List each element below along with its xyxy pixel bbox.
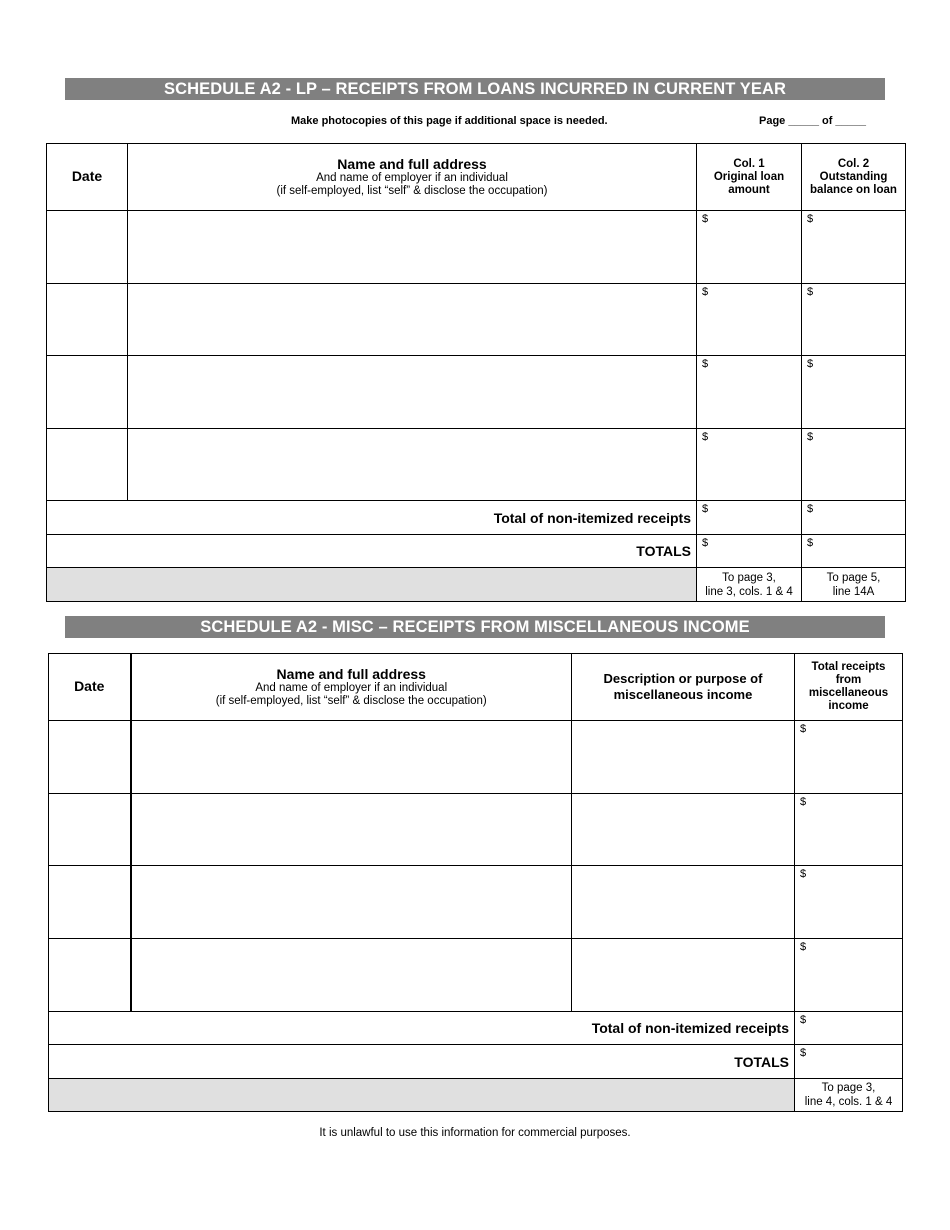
dollar-sign: $: [807, 286, 814, 298]
misc-description-cell[interactable]: [572, 721, 795, 794]
dollar-sign: $: [807, 431, 814, 443]
lp-col1-header-l2: Original loan: [713, 170, 785, 183]
lp-nonitemized-col2-cell[interactable]: [802, 501, 906, 535]
lp-totals-col1-cell[interactable]: [697, 535, 802, 568]
misc-entry-row: [49, 721, 903, 794]
misc-total-header-l2: from: [835, 674, 862, 686]
lp-date-cell[interactable]: [47, 284, 128, 356]
misc-date-header: Date: [49, 654, 131, 721]
misc-totals-label: TOTALS: [49, 1045, 795, 1079]
dollar-sign: $: [807, 213, 814, 225]
misc-name-header-sub1: And name of employer if an individual: [255, 682, 448, 694]
lp-original-amount-cell[interactable]: [697, 211, 802, 284]
lp-totals-label: TOTALS: [47, 535, 697, 568]
lp-outstanding-balance-cell[interactable]: [802, 429, 906, 501]
lp-nonitemized-label: Total of non-itemized receipts: [47, 501, 697, 535]
misc-name-cell[interactable]: [131, 794, 572, 866]
misc-destination-row: [49, 1079, 903, 1112]
misc-totals-cell[interactable]: [795, 1045, 903, 1079]
lp-shaded-cell: [47, 568, 697, 602]
lp-name-cell[interactable]: [128, 284, 697, 356]
lp-original-amount-cell[interactable]: [697, 429, 802, 501]
dollar-sign: $: [800, 723, 807, 735]
misc-total-header-l1: Total receipts: [811, 661, 886, 673]
dollar-sign: $: [800, 941, 807, 953]
lp-date-cell[interactable]: [47, 429, 128, 501]
misc-description-cell[interactable]: [572, 794, 795, 866]
misc-description-cell[interactable]: [572, 866, 795, 939]
lp-original-amount-cell[interactable]: [697, 284, 802, 356]
lp-name-header-sub1: And name of employer if an individual: [316, 172, 508, 184]
lp-destination-row: [47, 568, 906, 602]
misc-date-cell[interactable]: [49, 721, 131, 794]
misc-amount-cell[interactable]: [795, 939, 903, 1012]
misc-shaded-cell: [49, 1079, 795, 1112]
lp-date-cell[interactable]: [47, 211, 128, 284]
lp-name-cell[interactable]: [128, 356, 697, 429]
lp-col2-destination-l1: To page 5,: [826, 571, 881, 584]
lp-outstanding-balance-cell[interactable]: [802, 284, 906, 356]
misc-entry-row: [49, 866, 903, 939]
lp-nonitemized-row: [47, 501, 906, 535]
misc-description-header-l1: Description or purpose of: [603, 671, 763, 686]
misc-destination: [795, 1079, 903, 1112]
misc-date-cell[interactable]: [49, 866, 131, 939]
lp-col1-destination-l2: line 3, cols. 1 & 4: [705, 585, 793, 598]
dollar-sign: $: [800, 1014, 807, 1026]
misc-total-header-l4: income: [828, 700, 869, 712]
misc-description-header-l2: miscellaneous income: [613, 687, 753, 702]
lp-nonitemized-col1-cell[interactable]: [697, 501, 802, 535]
misc-destination-l2: line 4, cols. 1 & 4: [804, 1096, 893, 1108]
misc-description-cell[interactable]: [572, 939, 795, 1012]
misc-date-cell[interactable]: [49, 939, 131, 1012]
misc-amount-cell[interactable]: [795, 866, 903, 939]
misc-name-cell[interactable]: [131, 939, 572, 1012]
lp-col2-header: [802, 144, 906, 211]
lp-name-header-title: Name and full address: [337, 156, 487, 172]
lp-outstanding-balance-cell[interactable]: [802, 211, 906, 284]
misc-header-row: [49, 654, 903, 721]
lp-original-amount-cell[interactable]: [697, 356, 802, 429]
lp-name-header-sub2: (if self-employed, list “self” & disclose the occupation): [276, 185, 548, 197]
dollar-sign: $: [807, 358, 814, 370]
footer-disclaimer: It is unlawful to use this information for commercial purposes.: [319, 1127, 631, 1139]
dollar-sign: $: [702, 286, 709, 298]
lp-entry-row: [47, 356, 906, 429]
lp-entry-row: [47, 429, 906, 501]
dollar-sign: $: [800, 868, 807, 880]
misc-description-header: [572, 654, 795, 721]
dollar-sign: $: [702, 537, 709, 549]
lp-name-cell[interactable]: [128, 429, 697, 501]
misc-nonitemized-label: Total of non-itemized receipts: [49, 1012, 795, 1045]
lp-receipts-table: [46, 143, 906, 602]
lp-outstanding-balance-cell[interactable]: [802, 356, 906, 429]
lp-col1-header: [697, 144, 802, 211]
lp-entry-row: [47, 211, 906, 284]
dollar-sign: $: [800, 796, 807, 808]
lp-col2-destination: [802, 568, 906, 602]
lp-col1-header-l3: amount: [728, 183, 770, 196]
dollar-sign: $: [807, 503, 814, 515]
misc-nonitemized-row: [49, 1012, 903, 1045]
lp-col1-destination: [697, 568, 802, 602]
misc-name-cell[interactable]: [131, 866, 572, 939]
misc-amount-cell[interactable]: [795, 721, 903, 794]
misc-name-header: [131, 654, 572, 721]
dollar-sign: $: [807, 537, 814, 549]
misc-total-header-l3: miscellaneous: [808, 687, 889, 699]
lp-col2-header-l3: balance on loan: [810, 183, 897, 196]
lp-totals-col2-cell[interactable]: [802, 535, 906, 568]
misc-entry-row: [49, 939, 903, 1012]
lp-col2-header-l1: Col. 2: [837, 157, 870, 170]
misc-nonitemized-cell[interactable]: [795, 1012, 903, 1045]
misc-total-header: [795, 654, 903, 721]
lp-col2-destination-l2: line 14A: [832, 585, 875, 598]
misc-name-header-title: Name and full address: [276, 666, 426, 682]
dollar-sign: $: [702, 213, 709, 225]
misc-destination-l1: To page 3,: [821, 1082, 876, 1094]
misc-totals-row: [49, 1045, 903, 1079]
lp-entry-row: [47, 284, 906, 356]
misc-receipts-table: [48, 653, 903, 1112]
photocopy-note: Make photocopies of this page if additional space is needed.: [291, 115, 608, 127]
dollar-sign: $: [702, 431, 709, 443]
lp-date-cell[interactable]: [47, 356, 128, 429]
misc-name-cell[interactable]: [131, 721, 572, 794]
dollar-sign: $: [702, 503, 709, 515]
lp-col1-header-l1: Col. 1: [733, 157, 765, 170]
lp-totals-row: [47, 535, 906, 568]
dollar-sign: $: [800, 1047, 807, 1059]
lp-date-header: Date: [47, 144, 128, 211]
lp-header-row: [47, 144, 906, 211]
misc-date-cell[interactable]: [49, 794, 131, 866]
misc-name-header-sub2: (if self-employed, list “self” & disclose the occupation): [215, 695, 487, 707]
dollar-sign: $: [702, 358, 709, 370]
misc-schedule-title: SCHEDULE A2 - MISC – RECEIPTS FROM MISCELLANEOUS INCOME: [65, 616, 885, 638]
misc-amount-cell[interactable]: [795, 794, 903, 866]
lp-col1-destination-l1: To page 3,: [722, 571, 776, 584]
lp-schedule-title: SCHEDULE A2 - LP – RECEIPTS FROM LOANS INCURRED IN CURRENT YEAR: [65, 78, 885, 100]
misc-entry-row: [49, 794, 903, 866]
page-number-field[interactable]: Page _____ of _____: [759, 115, 867, 127]
lp-name-cell[interactable]: [128, 211, 697, 284]
lp-col2-header-l2: Outstanding: [819, 170, 888, 183]
lp-name-header: [128, 144, 697, 211]
